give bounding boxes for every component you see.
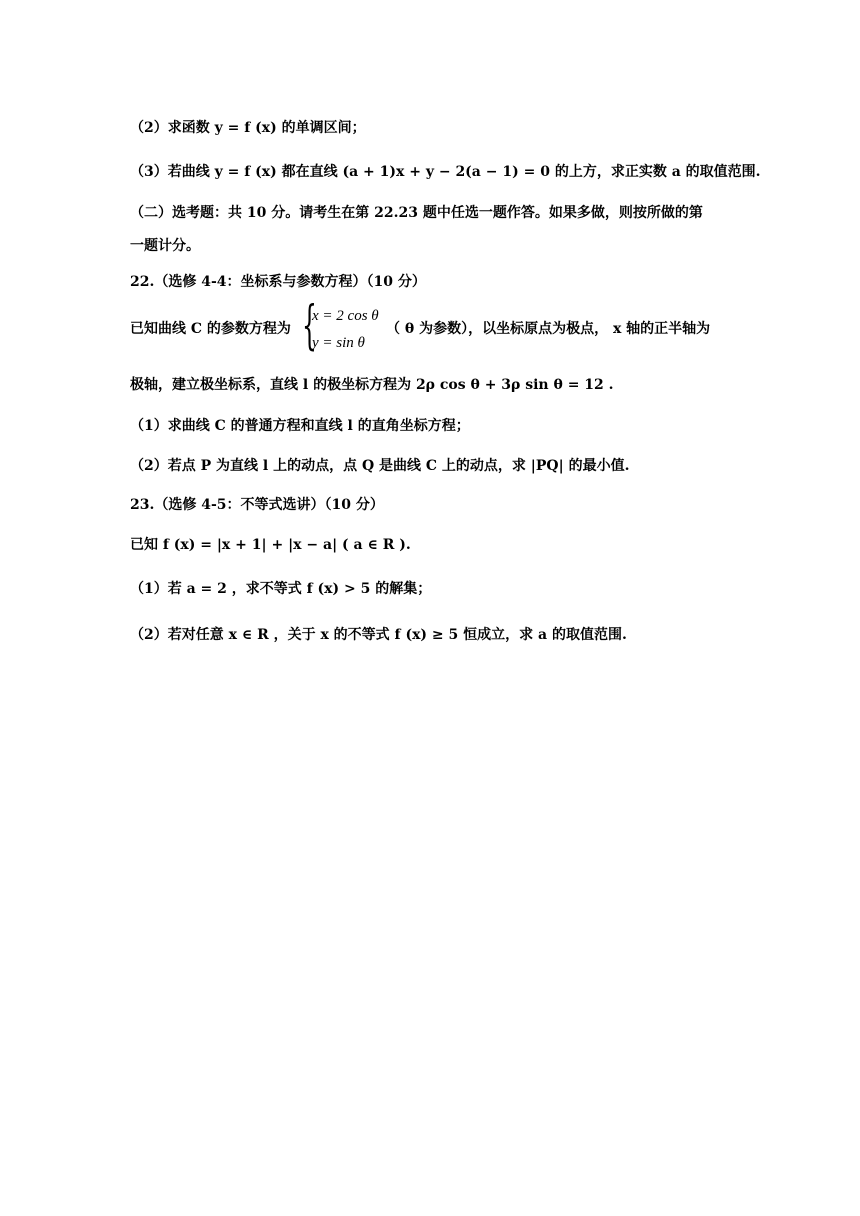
q21-part3: （3）若曲线 y = f (x) 都在直线 (a + 1)x + y − 2(a − 1) = 0 的上方，求正实数 a 的取值范围.	[130, 164, 761, 180]
q22-part2: （2）若点 P 为直线 l 上的动点，点 Q 是曲线 C 上的动点，求 |PQ| 的最小值.	[130, 458, 630, 474]
q23-title: 23.（选修 4-5：不等式选讲）（10 分）	[130, 497, 384, 513]
elective-intro-line2: 一题计分。	[130, 238, 200, 254]
q23-stem: 已知 f (x) = |x + 1| + |x − a| ( a ∈ R ).	[130, 537, 411, 553]
parametric-equation-y: y = sin θ	[312, 335, 365, 351]
elective-intro-line1: （二）选考题：共 10 分。请考生在第 22.23 题中任选一题作答。如果多做，则按所做的第	[130, 205, 703, 221]
q21-part2: （2）求函数 y = f (x) 的单调区间；	[130, 120, 366, 136]
q22-stem-prefix: 已知曲线 C 的参数方程为	[130, 321, 291, 337]
equation-system-brace: {	[302, 296, 317, 356]
q22-stem-suffix: （ θ 为参数），以坐标原点为极点， x 轴的正半轴为	[386, 321, 711, 337]
q23-part1: （1）若 a = 2 ，求不等式 f (x) > 5 的解集；	[130, 581, 432, 597]
parametric-equation-x: x = 2 cos θ	[312, 308, 379, 324]
q23-part2: （2）若对任意 x ∈ R ，关于 x 的不等式 f (x) ≥ 5 恒成立，求 a 的取值范围.	[130, 627, 627, 643]
q22-stem-continued: 极轴，建立极坐标系，直线 l 的极坐标方程为 2ρ cos θ + 3ρ sin θ = 12 .	[130, 377, 614, 393]
q22-part1: （1）求曲线 C 的普通方程和直线 l 的直角坐标方程；	[130, 418, 470, 434]
q22-title: 22.（选修 4-4：坐标系与参数方程）（10 分）	[130, 274, 426, 290]
